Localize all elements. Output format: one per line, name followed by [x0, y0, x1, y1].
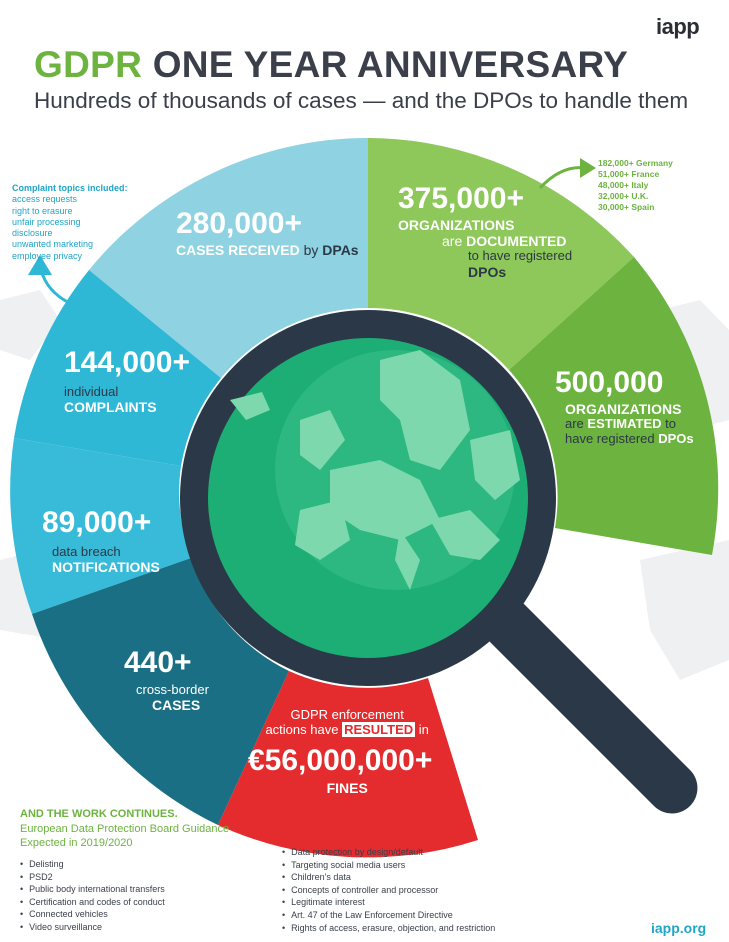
list-item: • Targeting social media users [282, 859, 495, 872]
estimated-stat: 500,000 ORGANIZATIONS are ESTIMATED to have registered DPOs [555, 366, 694, 446]
page-subtitle: Hundreds of thousands of cases — and the DPOs to handle them [34, 88, 689, 113]
work-subheading: European Data Protection Board Guidance Expected in 2019/2020 [20, 823, 230, 849]
topic-item: unfair processing [12, 216, 81, 227]
list-item: • Art. 47 of the Law Enforcement Directive [282, 909, 495, 922]
country-item: 32,000+ U.K. [598, 191, 649, 202]
country-list [598, 158, 673, 213]
list-item: • Public body international transfers [20, 883, 165, 896]
list-item: • Concepts of controller and processor [282, 884, 495, 897]
cross-border-stat: 440+ cross-border CASES [124, 646, 209, 714]
complaint-topics: Complaint topics included: access requests right to erasure unfair processing disclosure unwanted marketing employee privacy [12, 183, 128, 261]
cases-received-stat: 280,000+ CASES RECEIVED by DPAs [176, 207, 359, 258]
country-item: 51,000+ France [598, 169, 660, 180]
country-item: 48,000+ Italy [598, 180, 649, 191]
work-heading: AND THE WORK CONTINUES. [20, 808, 178, 820]
fines-stat: GDPR enforcement actions have RESULTED in €56,000,000+ FINES [248, 707, 433, 797]
footer-url[interactable]: iapp.org [651, 920, 707, 936]
documented-stat: 375,000+ ORGANIZATIONS are DOCUMENTED to have registered DPOs [398, 182, 573, 280]
complaints-stat: 144,000+ individual COMPLAINTS [64, 346, 190, 416]
topic-item: disclosure [12, 228, 53, 238]
list-item: • Legitimate interest [282, 896, 495, 909]
guidance-list-left [20, 858, 165, 934]
page-title: GDPR ONE YEAR ANNIVERSARY [34, 44, 629, 85]
list-item: • Data protection by design/default [282, 846, 495, 859]
list-item: • Video surveillance [20, 921, 165, 934]
topic-item: access requests [12, 194, 78, 205]
iapp-logo: iapp [656, 14, 700, 39]
topic-item: employee privacy [12, 250, 83, 261]
list-item: • Certification and codes of conduct [20, 896, 165, 909]
list-item: • PSD2 [20, 871, 165, 884]
country-item: 182,000+ Germany [598, 158, 673, 168]
list-item: • Rights of access, erasure, objection, and restriction [282, 922, 495, 935]
guidance-list-right [282, 846, 495, 934]
list-item: • Connected vehicles [20, 908, 165, 921]
topic-item: unwanted marketing [12, 239, 94, 250]
topic-item: right to erasure [12, 205, 73, 216]
country-item: 30,000+ Spain [598, 202, 655, 213]
breach-stat: 89,000+ data breach NOTIFICATIONS [42, 506, 160, 576]
list-item: • Children's data [282, 871, 495, 884]
list-item: • Delisting [20, 858, 165, 871]
